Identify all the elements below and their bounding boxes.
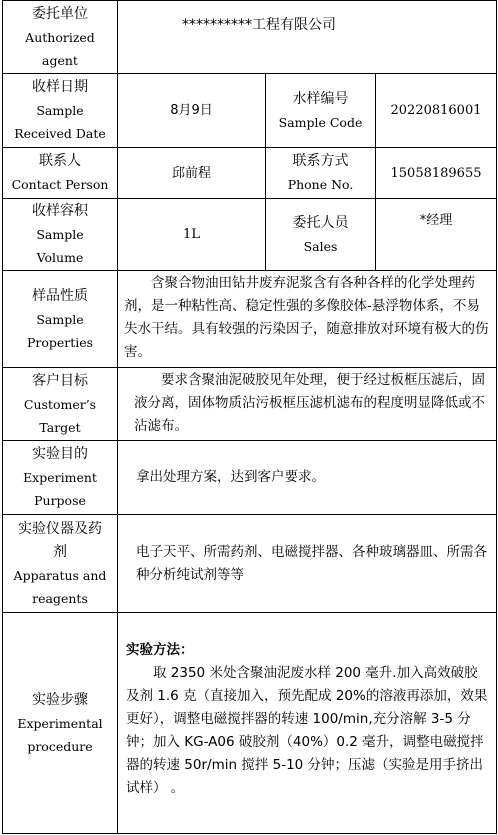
properties-label-en1: Sample <box>36 311 84 327</box>
client-label-zh: 委托单位 <box>32 5 88 22</box>
procedure-text: 取 2350 米处含聚油泥废水样 200 毫升.加入高效破胶及剂 1.6 克（直接加入，预先配成 20%的溶液再添加，效果更好），调整电磁搅拌器的转速 100/min,充分溶解 3-5 分钟；加入 KG-A06 破胶剂（40%）0.2 毫升，调整电磁搅拌器的转速 50r/min 搅拌 5-10 分钟；压滤（实验是用手挤出试样） 。 <box>126 665 488 796</box>
procedure-heading: 实验方法： <box>126 642 194 658</box>
volume-row <box>3 199 497 271</box>
target-text: 要求含聚油泥破胶见年处理，便于经过板框压滤后，固液分离，固体物质沾污板框压滤机滤布的程度明显降低或不沾滤布。 <box>134 372 485 434</box>
target-cell <box>118 368 497 441</box>
sales-label <box>266 199 376 271</box>
target-label <box>3 368 118 441</box>
volume-value: 1L <box>118 199 266 271</box>
target-row <box>3 368 497 441</box>
client-label-en1: Authorized <box>25 29 95 45</box>
contact-label-en: Contact Person <box>11 177 109 192</box>
sales-value <box>376 199 497 271</box>
purpose-cell <box>118 441 497 515</box>
properties-label-zh: 样品性质 <box>32 287 88 304</box>
properties-row <box>3 271 497 368</box>
received-row <box>3 74 497 148</box>
apparatus-label-en1: Apparatus and <box>13 567 107 583</box>
phone-label-zh: 联系方式 <box>292 153 349 169</box>
phone-label-en: Phone No. <box>287 177 354 192</box>
apparatus-label <box>3 515 118 613</box>
procedure-row <box>3 613 497 834</box>
sales-label-en: Sales <box>303 238 338 254</box>
client-value: **********工程有限公司 <box>182 17 336 33</box>
apparatus-label-zh1: 实验仪器及药 <box>18 520 102 537</box>
client-label-en2: agent <box>42 52 78 68</box>
received-date-value: 8月9日 <box>118 74 266 148</box>
apparatus-text: 电子天平、所需药剂、电磁搅拌器、各种玻璃器皿、所需各种分析纯试剂等等 <box>136 543 487 583</box>
procedure-label-en1: Experimental <box>17 715 103 731</box>
received-label-en2: Received Date <box>14 126 106 141</box>
apparatus-row <box>3 515 497 613</box>
received-label-zh: 收样日期 <box>32 79 88 95</box>
apparatus-cell <box>118 515 497 613</box>
purpose-label-en2: Purpose <box>34 493 86 508</box>
contact-value: 邱前程 <box>118 148 266 199</box>
purpose-row <box>3 441 497 515</box>
procedure-label <box>3 613 118 834</box>
properties-text: 含聚合物油田钻井废弃泥浆含有各种各样的化学处理药剂，是一种粘性高、稳定性强的多像胶体-悬浮物体系，不易失水干结。具有较强的污染因子，随意排放对环境有极大的伤害。 <box>124 275 489 360</box>
sample-code-label-en: Sample Code <box>278 114 363 130</box>
procedure-label-zh: 实验步骤 <box>32 691 88 708</box>
sample-code-label-zh: 水样编号 <box>292 90 349 107</box>
contact-label <box>3 148 118 199</box>
client-row <box>3 1 497 74</box>
report-table <box>2 0 497 834</box>
sales-label-zh: 委托人员 <box>292 214 349 231</box>
properties-label <box>3 271 118 368</box>
sample-code-value: 20220816001 <box>376 74 497 148</box>
purpose-label-en1: Experiment <box>23 470 97 485</box>
apparatus-label-en2: reagents <box>32 590 88 606</box>
volume-label-zh: 收样容积 <box>32 203 88 219</box>
phone-label <box>266 148 376 199</box>
client-label <box>3 1 118 74</box>
properties-label-en2: Properties <box>26 334 94 350</box>
properties-cell <box>118 271 497 368</box>
sales-value-text: *经理 <box>419 213 453 228</box>
received-label-en1: Sample <box>36 103 84 118</box>
procedure-cell <box>118 613 497 834</box>
contact-label-zh: 联系人 <box>39 153 81 169</box>
contact-row <box>3 148 497 199</box>
volume-label-en2: Volume <box>36 250 84 265</box>
purpose-label <box>3 441 118 515</box>
sample-code-label <box>266 74 376 148</box>
volume-label <box>3 199 118 271</box>
target-label-zh: 客户目标 <box>32 372 88 389</box>
client-value-cell <box>118 1 497 74</box>
target-label-en2: Target <box>39 419 81 435</box>
target-label-en1: Customer’s <box>23 396 97 412</box>
phone-value: 15058189655 <box>376 148 497 199</box>
received-label <box>3 74 118 148</box>
procedure-label-en2: procedure <box>27 738 93 754</box>
volume-label-en1: Sample <box>36 227 84 242</box>
apparatus-label-zh2: 剂 <box>53 543 67 560</box>
purpose-label-zh: 实验目的 <box>32 446 88 462</box>
purpose-text: 拿出处理方案，达到客户要求。 <box>136 469 325 485</box>
